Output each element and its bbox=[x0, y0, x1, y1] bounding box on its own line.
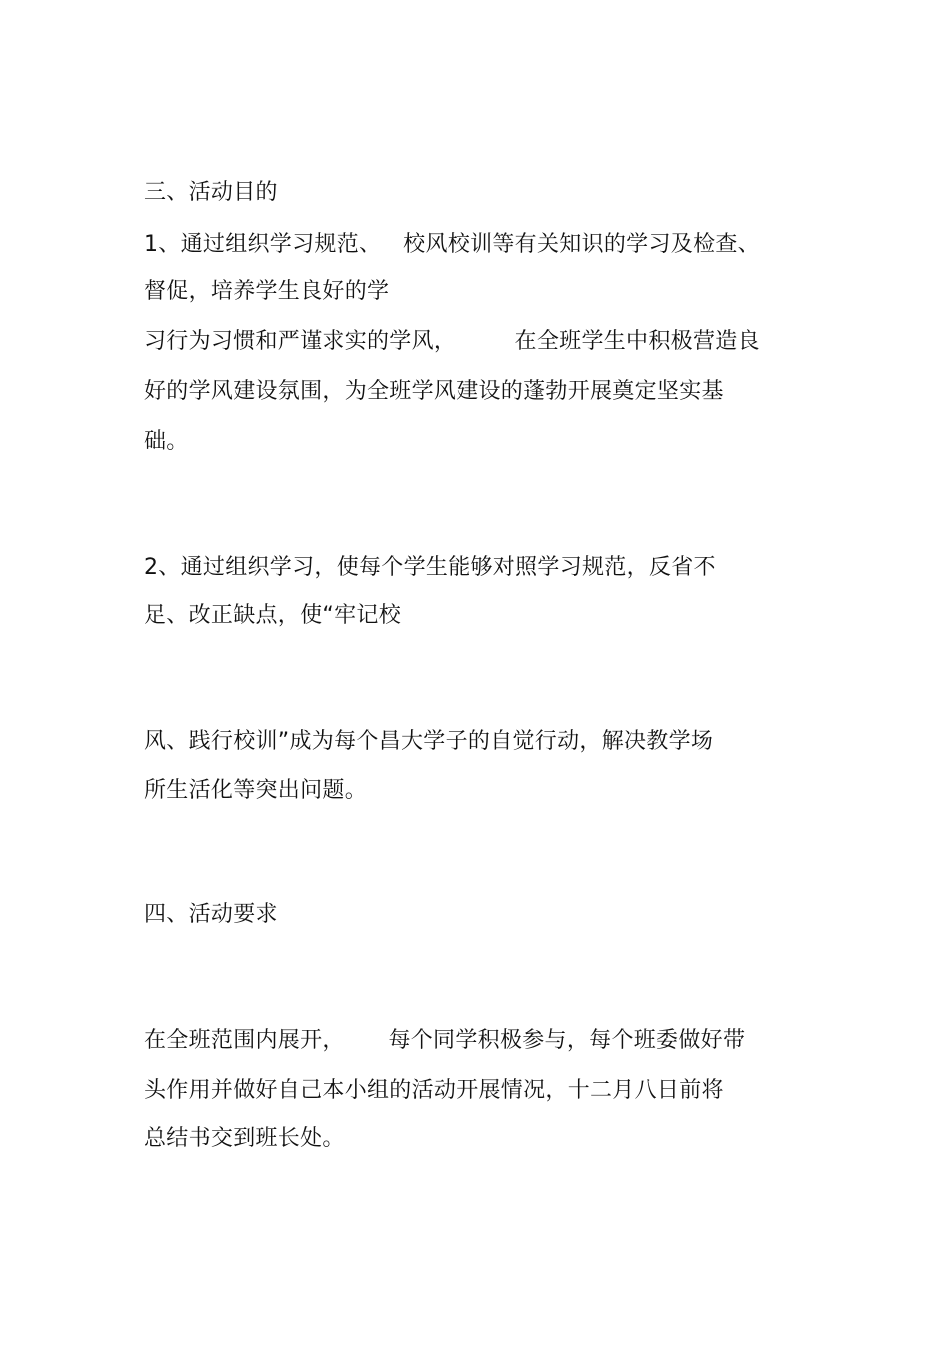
paragraph-line: 础。 bbox=[144, 429, 189, 454]
paragraph-line: 2、通过组织学习，使每个学生能够对照学习规范，反省不 bbox=[144, 555, 716, 580]
paragraph-line: 在全班范围内展开， 每个同学积极参与，每个班委做好带 bbox=[144, 1028, 746, 1053]
paragraph-line: 督促，培养学生良好的学 bbox=[144, 279, 390, 304]
paragraph-line: 总结书交到班长处。 bbox=[144, 1126, 345, 1151]
paragraph-line: 头作用并做好自己本小组的活动开展情况，十二月八日前将 bbox=[144, 1078, 724, 1103]
paragraph-line: 足、改正缺点，使“牢记校 bbox=[144, 603, 401, 628]
paragraph-line: 好的学风建设氛围，为全班学风建设的蓬勃开展奠定坚实基 bbox=[144, 379, 724, 404]
section-heading-requirements: 四、活动要求 bbox=[144, 902, 278, 927]
paragraph-line: 1、通过组织学习规范、 校风校训等有关知识的学习及检查、 bbox=[144, 232, 760, 257]
section-heading-objectives: 三、活动目的 bbox=[144, 180, 278, 205]
paragraph-line: 所生活化等突出问题。 bbox=[144, 778, 368, 803]
paragraph-line: 风、践行校训”成为每个昌大学子的自觉行动，解决教学场 bbox=[144, 729, 714, 754]
paragraph-line: 习行为习惯和严谨求实的学风， 在全班学生中积极营造良 bbox=[144, 329, 760, 354]
